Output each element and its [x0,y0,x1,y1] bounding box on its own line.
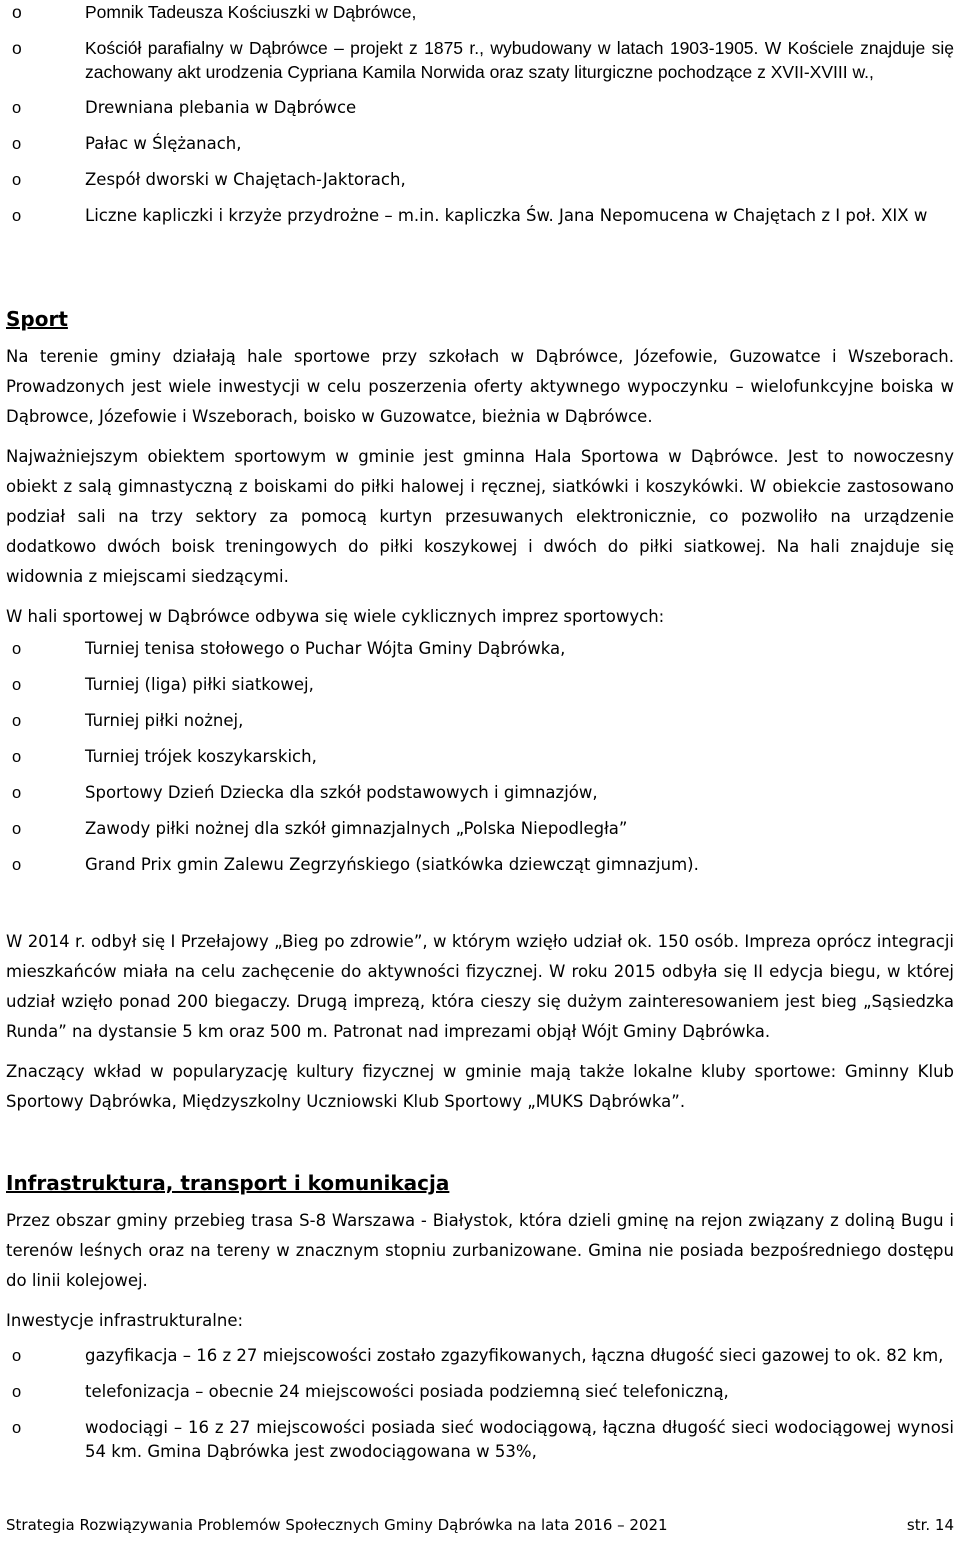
sport-body-2 [6,927,954,1117]
list-item-text: Turniej (liga) piłki siatkowej, [85,675,314,694]
bullet: o [12,820,22,838]
bullet: o [12,207,22,225]
list-item-text: Turniej tenisa stołowego o Puchar Wójta Gminy Dąbrówka, [85,639,566,658]
sport-paragraph-4: W 2014 r. odbył się I Przełajowy „Bieg po zdrowie”, w którym wzięło udział ok. 150 osób. Impreza oprócz integracji mieszkańców miała na celu zachęcenie do aktywności fizycznej. W roku 2015 odbyła się II edycja biegu, w której udział wzięło ponad 200 biegaczy. Drugą imprezą, która cieszy się dużym zainteresowaniem jest bieg „Sąsiedzka Runda” na dystansie 5 km oraz 500 m. Patronat nad imprezami objął Wójt Gminy Dąbrówka. [6,932,954,1041]
bullet: o [12,1419,22,1437]
list-item-text: Turniej trójek koszykarskich, [85,747,317,766]
list-item-text: Pałac w Ślężanach, [85,134,242,153]
bullet: o [12,1347,22,1365]
list-item [6,36,954,84]
list-item [6,168,954,192]
list-item [6,1416,954,1464]
bullet: o [12,1383,22,1401]
list-item [6,96,954,120]
sport-heading: Sport [6,307,68,331]
list-item [6,1344,954,1368]
list-item [6,709,954,733]
list-item-text: Zawody piłki nożnej dla szkół gimnazjalnych „Polska Niepodległa” [85,819,628,838]
infra-list [6,1344,954,1464]
list-item-text: Liczne kapliczki i krzyże przydrożne – m.in. kapliczka Św. Jana Nepomucena w Chajętach z I poł. XIX w [85,206,928,225]
sport-paragraph-5: Znaczący wkład w popularyzację kultury fizycznej w gminie mają także lokalne kluby sportowe: Gminny Klub Sportowy Dąbrówka, Międzyszkolny Uczniowski Klub Sportowy „MUKS Dąbrówka”. [6,1062,954,1111]
infra-section [6,1169,954,1197]
bullet: o [12,2,22,22]
list-item-text: Sportowy Dzień Dziecka dla szkół podstawowych i gimnazjów, [85,783,598,802]
list-item [6,132,954,156]
page-footer [6,1516,954,1534]
sport-paragraph-1: Na terenie gminy działają hale sportowe przy szkołach w Dąbrówce, Józefowie, Guzowatce i Wszeborach. Prowadzonych jest wiele inwestycji w celu poszerzenia oferty aktywnego wypoczynku – wielofunkcyjne boiska w Dąbrowce, Józefowie i Wszeborach, boisko w Guzowatce, bieżnia w Dąbrówce. [6,347,954,426]
list-item-text: telefonizacja – obecnie 24 miejscowości posiada podziemną sieć telefoniczną, [85,1382,729,1401]
list-item [6,853,954,877]
list-item-text: Turniej piłki nożnej, [85,711,244,730]
list-item-text: gazyfikacja – 16 z 27 miejscowości zostało zgazyfikowanych, łączna długość sieci gazowej to ok. 82 km, [85,1346,944,1365]
infra-heading: Infrastruktura, transport i komunikacja [6,1171,450,1195]
bullet: o [12,856,22,874]
bullet: o [12,784,22,802]
bullet: o [12,135,22,153]
list-item [6,637,954,661]
sport-section [6,305,954,333]
sport-paragraph-3: W hali sportowej w Dąbrówce odbywa się wiele cyklicznych imprez sportowych: [6,607,665,626]
page-number: str. 14 [906,1516,954,1534]
list-item [6,1380,954,1404]
sport-paragraph-2: Najważniejszym obiektem sportowym w gminie jest gminna Hala Sportowa w Dąbrówce. Jest to nowoczesny obiekt z salą gimnastyczną z boiskami do piłki halowej i ręcznej, siatkówki i koszykówki. W obiekcie zastosowano podział sali na trzy sektory za pomocą kurtyn przesuwanych elektronicznie, co pozwoliło na urządzenie dodatkowo dwóch boisk treningowych do piłki koszykowej i dwóch do piłki siatkowej. Na hali znajduje się widownia z miejscami siedzącymi. [6,447,954,586]
bullet: o [12,171,22,189]
list-item [6,0,954,24]
list-item [6,781,954,805]
infra-paragraph-2: Inwestycje infrastrukturalne: [6,1311,244,1330]
footer-title: Strategia Rozwiązywania Problemów Społecznych Gminy Dąbrówka na lata 2016 – 2021 [6,1516,668,1534]
list-item [6,745,954,769]
sport-events-list [6,637,954,877]
bullet: o [12,640,22,658]
list-item-text: Pomnik Tadeusza Kościuszki w Dąbrówce, [85,2,417,22]
bullet: o [12,676,22,694]
list-item [6,673,954,697]
list-item-text: Kościół parafialny w Dąbrówce – projekt z 1875 r., wybudowany w latach 1903-1905. W Kościele znajduje się zachowany akt urodzenia Cypriana Kamila Norwida oraz szaty liturgiczne pochodzące z XVII-XVIII w., [85,38,954,82]
bullet: o [12,748,22,766]
heritage-list [6,0,954,228]
infra-paragraph-1: Przez obszar gminy przebieg trasa S-8 Warszawa - Białystok, która dzieli gminę na rejon związany z doliną Bugu i terenów leśnych oraz na tereny w znacznym stopniu zurbanizowane. Gmina nie posiada bezpośredniego dostępu do linii kolejowej. [6,1211,954,1290]
bullet: o [12,38,22,58]
bullet: o [12,99,22,117]
bullet: o [12,712,22,730]
sport-body [6,342,954,632]
list-item-text: Grand Prix gmin Zalewu Zegrzyńskiego (siatkówka dziewcząt gimnazjum). [85,855,699,874]
list-item-text: wodociągi – 16 z 27 miejscowości posiada sieć wodociągową, łączna długość sieci wodociągowej wynosi 54 km. Gmina Dąbrówka jest zwodociągowana w 53%, [85,1418,954,1461]
list-item [6,817,954,841]
list-item [6,204,954,228]
list-item-text: Zespół dworski w Chajętach-Jaktorach, [85,170,406,189]
list-item-text: Drewniana plebania w Dąbrówce [85,98,357,117]
infra-body [6,1206,954,1336]
